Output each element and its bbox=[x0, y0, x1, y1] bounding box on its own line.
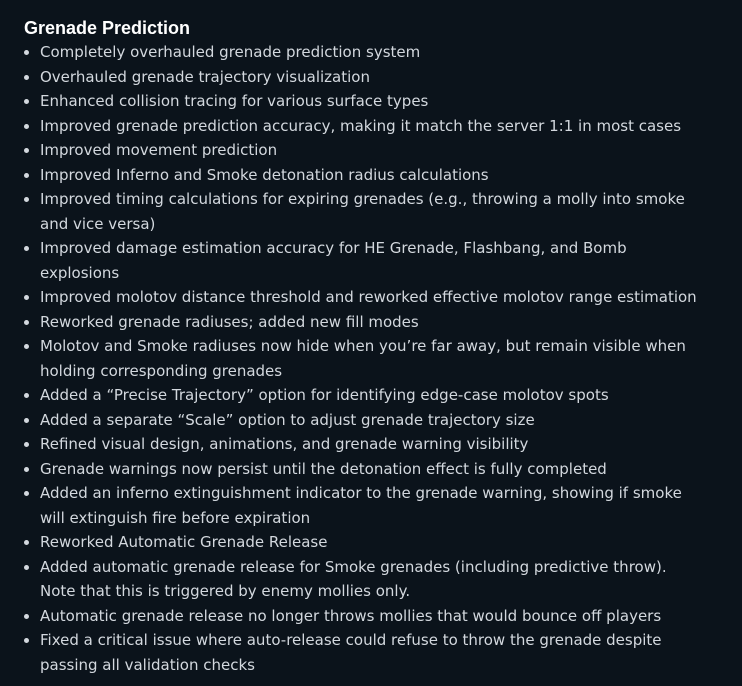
list-item: Improved molotov distance threshold and reworked effective molotov range estimation bbox=[24, 285, 704, 310]
list-item: Overhauled grenade trajectory visualization bbox=[24, 65, 704, 90]
list-item: Improved timing calculations for expiring grenades (e.g., throwing a molly into smoke and vice versa) bbox=[24, 187, 704, 236]
list-item: Improved Inferno and Smoke detonation radius calculations bbox=[24, 163, 704, 188]
list-item: Reworked Automatic Grenade Release bbox=[24, 530, 704, 555]
list-item: Improved damage estimation accuracy for HE Grenade, Flashbang, and Bomb explosions bbox=[24, 236, 704, 285]
list-item: Added automatic grenade release for Smoke grenades (including predictive throw). Note that this is triggered by enemy mollies only. bbox=[24, 555, 704, 604]
list-item: Added a “Precise Trajectory” option for identifying edge-case molotov spots bbox=[24, 383, 704, 408]
list-item: Fixed a critical issue where auto-release could refuse to throw the grenade despite passing all validation checks bbox=[24, 628, 704, 677]
list-item: Automatic grenade release no longer throws mollies that would bounce off players bbox=[24, 604, 704, 629]
list-item: Enhanced collision tracing for various surface types bbox=[24, 89, 704, 114]
list-item: Molotov and Smoke radiuses now hide when you’re far away, but remain visible when holding corresponding grenades bbox=[24, 334, 704, 383]
list-item: Improved grenade prediction accuracy, making it match the server 1:1 in most cases bbox=[24, 114, 704, 139]
change-list bbox=[24, 40, 704, 677]
list-item: Improved movement prediction bbox=[24, 138, 704, 163]
list-item: Added a separate “Scale” option to adjust grenade trajectory size bbox=[24, 408, 704, 433]
list-item: Reworked grenade radiuses; added new fill modes bbox=[24, 310, 704, 335]
list-item: Refined visual design, animations, and grenade warning visibility bbox=[24, 432, 704, 457]
section-title: Grenade Prediction bbox=[24, 18, 191, 38]
list-item: Grenade warnings now persist until the detonation effect is fully completed bbox=[24, 457, 704, 482]
list-item: Completely overhauled grenade prediction system bbox=[24, 40, 704, 65]
changelog-section bbox=[24, 16, 724, 40]
list-item: Added an inferno extinguishment indicator to the grenade warning, showing if smoke will extinguish fire before expiration bbox=[24, 481, 704, 530]
